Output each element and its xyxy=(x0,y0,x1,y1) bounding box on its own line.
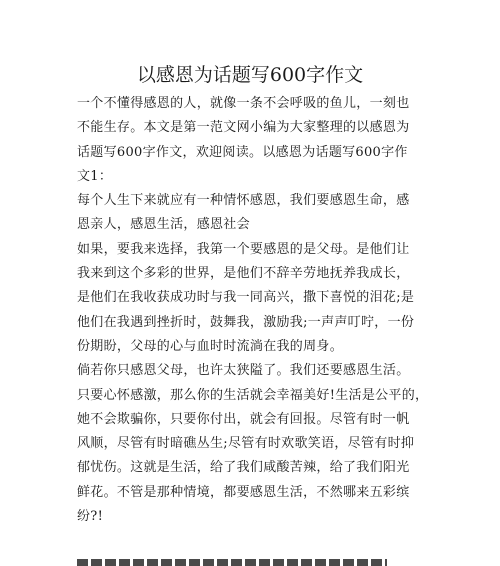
text-line: 份期盼，父母的心与血时时流淌在我的周身。 xyxy=(77,338,344,354)
truncated-text-fragment xyxy=(77,559,387,566)
text-line: 他们在我遇到挫折时，鼓舞我，激励我;一声声叮咛，一份 xyxy=(77,314,415,330)
text-line: 纷?! xyxy=(77,509,104,525)
text-line: 鲜花。不管是那种情境，都要感恩生活，不然哪来五彩缤 xyxy=(77,484,410,500)
page-title: 以感恩为话题写600字作文 xyxy=(136,64,364,86)
text-line: 每个人生下来就应有一种情怀感恩，我们要感恩生命，感 xyxy=(77,193,410,209)
text-line: 如果，要我来选择，我第一个要感恩的是父母。是他们让 xyxy=(77,241,410,257)
truncated-next-line xyxy=(77,556,422,566)
text-line: 她不会欺骗你，只要你付出，就会有回报。尽管有时一帆 xyxy=(77,411,410,427)
text-line: 是他们在我收获成功时与我一同高兴，撒下喜悦的泪花;是 xyxy=(77,290,415,306)
text-line: 倘若你只感恩父母，也许太狭隘了。我们还要感恩生活。 xyxy=(77,363,410,379)
text-line: 风顺，尽管有时暗礁丛生;尽管有时欢歌笑语，尽管有时抑 xyxy=(77,436,415,452)
text-line: 我来到这个多彩的世界，是他们不辞辛劳地抚养我成长， xyxy=(77,266,410,282)
article-body xyxy=(77,92,429,529)
text-line: 话题写600字作文，欢迎阅读。以感恩为话题写600字作 xyxy=(77,144,408,160)
text-line: 郁忧伤。这就是生活，给了我们咸酸苦辣，给了我们阳光 xyxy=(77,460,410,476)
text-line: 文1： xyxy=(77,168,113,184)
text-line: 恩亲人，感恩生活，感恩社会 xyxy=(77,217,250,233)
text-line: 不能生存。本文是第一范文网小编为大家整理的以感恩为 xyxy=(77,120,410,136)
text-line: 一个不懂得感恩的人，就像一条不会呼吸的鱼儿，一刻也 xyxy=(77,96,410,111)
text-line: 只要心怀感激，那么你的生活就会幸福美好!生活是公平的， xyxy=(77,387,429,403)
